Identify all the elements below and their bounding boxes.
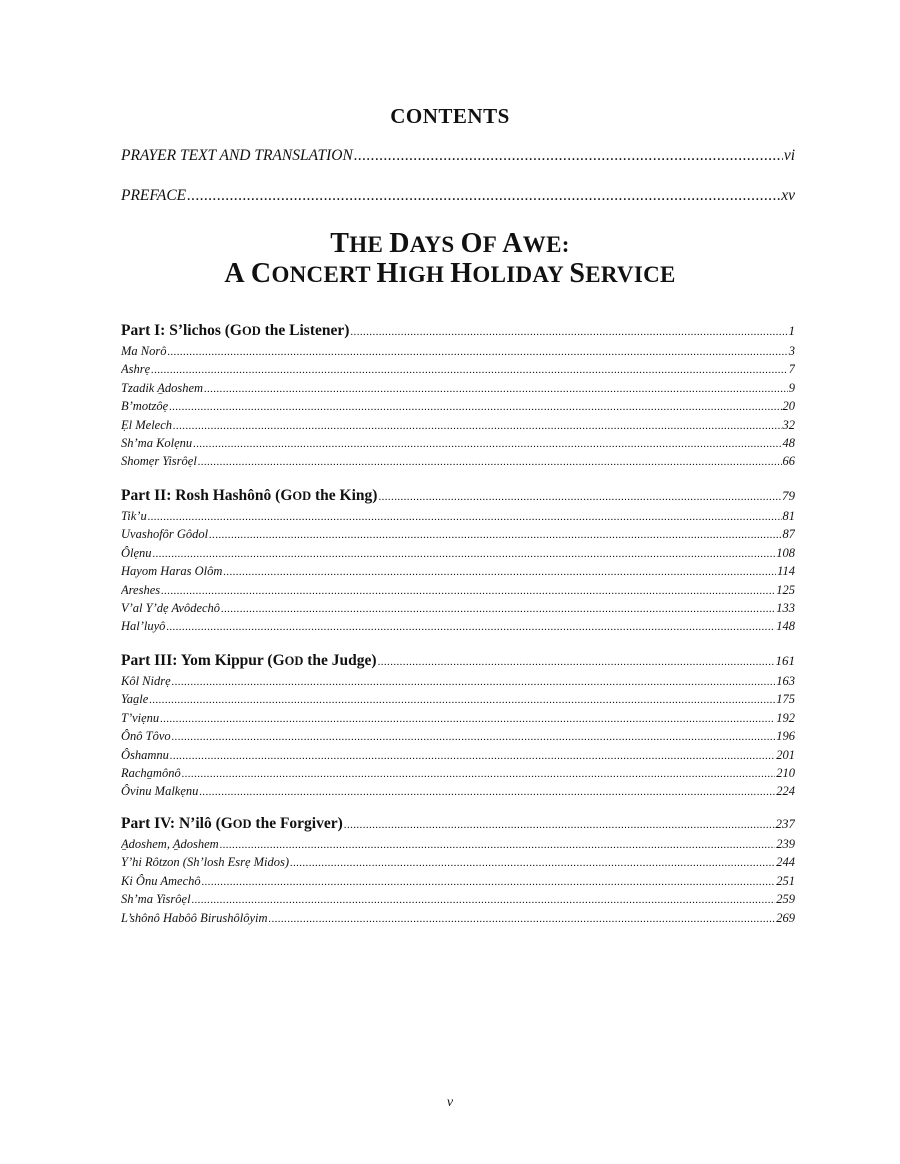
entry-page: 114 [777, 564, 795, 579]
dot-leader [193, 438, 781, 450]
dot-leader [169, 401, 781, 413]
dot-leader [378, 491, 781, 503]
entry-page: 7 [788, 362, 795, 377]
entry-label: Y’hi Rôtzon (Sh’losh Esrẹ Midos) [121, 855, 290, 870]
toc-entry[interactable] [121, 564, 795, 579]
entry-label: Sh’ma Kolẹnu [121, 436, 193, 450]
dot-leader [161, 585, 775, 597]
entry-label: L’shônô Habôô Birushôlôyim [121, 910, 268, 925]
dot-leader [173, 420, 781, 432]
entry-label: Kôl Nidrẹ [121, 674, 171, 688]
toc-entry[interactable] [121, 892, 795, 907]
entry-label: A̱doshem, A̱doshem [121, 837, 219, 851]
toc-entry[interactable] [121, 674, 795, 689]
entry-label: Sh’ma Yisrôẹl [121, 892, 191, 907]
entry-label: Ki Ônu Amechô [121, 873, 201, 888]
entry-label: Ashrẹ [121, 362, 151, 377]
entry-label: Ôlẹnu [121, 545, 152, 560]
dot-leader [220, 839, 776, 851]
toc-entry[interactable] [121, 381, 795, 396]
part-title: Part I: S’lichos (GOD the Listener) [121, 322, 350, 339]
entry-page: 81 [782, 509, 795, 523]
entry-page: 133 [776, 601, 795, 615]
entry-label: V’al Y’dẹ Avôdechô [121, 601, 221, 615]
dot-leader [199, 786, 775, 798]
dot-leader [172, 731, 776, 743]
dot-leader [149, 694, 775, 706]
entry-label: Tzadik A̱doshem [121, 380, 204, 395]
toc-entry[interactable] [121, 766, 795, 781]
part-title: Part IV: N’ilô (GOD the Forgiver) [121, 815, 343, 832]
entry-page: 192 [776, 710, 795, 725]
dot-leader [344, 819, 775, 831]
entry-page: 48 [782, 436, 795, 450]
book-title-line-2: A CONCERT HIGH HOLIDAY SERVICE [224, 258, 676, 289]
dot-leader [151, 364, 788, 376]
dot-leader [290, 857, 775, 869]
entry-label: Uvashofôr Gôdol [121, 527, 209, 542]
dot-leader [198, 456, 782, 468]
dot-leader [160, 713, 775, 725]
entry-page: 108 [776, 545, 795, 560]
toc-entry[interactable] [121, 837, 795, 852]
entry-page: 66 [782, 454, 795, 469]
dot-leader [204, 383, 788, 395]
toc-entry[interactable] [121, 546, 795, 561]
entry-label: Hal’luyô [121, 619, 166, 634]
dot-leader [168, 346, 788, 358]
dot-leader [153, 548, 776, 560]
toc-entry[interactable] [121, 711, 795, 726]
entry-page: 244 [776, 855, 795, 870]
entry-label: T’viẹnu [121, 710, 160, 725]
toc-entry[interactable] [121, 748, 795, 763]
toc-entry[interactable] [121, 855, 795, 870]
entry-label: PREFACE [121, 187, 187, 204]
part-heading-entry[interactable] [121, 652, 795, 670]
entry-label: Ônô Tôvo [121, 729, 171, 744]
book-title-line-1: THE DAYS OF AWE: [330, 228, 570, 259]
dot-leader [223, 566, 776, 578]
entry-label: Ma Norô [121, 344, 167, 358]
dot-leader [354, 147, 783, 165]
entry-label: Tik’u [121, 509, 147, 523]
toc-entry[interactable] [121, 874, 795, 889]
entry-label: Ôshamnu [121, 747, 169, 762]
entry-page: 125 [776, 582, 795, 597]
part-page: 237 [775, 816, 795, 831]
page-number-footer: v [446, 1095, 454, 1110]
toc-entry[interactable] [121, 619, 795, 634]
toc-entry[interactable] [121, 509, 795, 524]
dot-leader [202, 876, 776, 888]
toc-entry[interactable] [121, 729, 795, 744]
entry-page: 196 [776, 729, 795, 744]
entry-page: 163 [776, 674, 795, 688]
entry-page: xv [781, 187, 795, 204]
dot-leader [170, 750, 775, 762]
entry-page: 3 [788, 344, 795, 358]
dot-leader [172, 676, 776, 688]
toc-entry[interactable] [121, 362, 795, 377]
entry-label: Shomẹr Yisrôẹl [121, 454, 197, 469]
dot-leader [166, 621, 775, 633]
toc-entry[interactable] [121, 527, 795, 542]
dot-leader [192, 894, 776, 906]
toc-entry[interactable] [121, 454, 795, 469]
entry-page: 20 [782, 399, 795, 414]
entry-page: 224 [776, 784, 795, 799]
entry-page: 201 [776, 747, 795, 762]
part-title: Part II: Rosh Hashônô (GOD the King) [121, 487, 378, 504]
entry-page: 175 [776, 692, 795, 707]
front-matter-entry[interactable] [121, 147, 795, 165]
toc-entry[interactable] [121, 911, 795, 926]
entry-label: Racha̱mônô [121, 766, 181, 780]
toc-entry[interactable] [121, 583, 795, 598]
entry-page: 148 [776, 619, 795, 634]
dot-leader [269, 913, 776, 925]
entry-page: 87 [782, 527, 795, 542]
part-heading-entry[interactable] [121, 815, 795, 833]
toc-entry[interactable] [121, 601, 795, 616]
part-title: Part III: Yom Kippur (GOD the Judge) [121, 652, 377, 669]
dot-leader [378, 656, 775, 668]
dot-leader [148, 511, 782, 523]
part-heading-entry[interactable] [121, 322, 795, 340]
dot-leader [350, 326, 787, 338]
entry-page: 239 [776, 837, 795, 851]
toc-entry[interactable] [121, 399, 795, 414]
part-page: 79 [782, 488, 795, 503]
dot-leader [187, 187, 780, 205]
entry-page: 210 [776, 766, 795, 780]
entry-page: 251 [776, 873, 795, 888]
entry-page: 269 [776, 910, 795, 925]
entry-label: B’motzôẹ [121, 399, 169, 414]
dot-leader [209, 529, 781, 541]
toc-entry[interactable] [121, 418, 795, 433]
entry-page: 9 [788, 380, 795, 395]
front-matter-entry[interactable] [121, 187, 795, 205]
toc-entry[interactable] [121, 436, 795, 451]
contents-heading: CONTENTS [390, 104, 510, 128]
entry-page: 259 [776, 892, 795, 907]
toc-entry[interactable] [121, 692, 795, 707]
entry-page: vi [783, 147, 795, 164]
part-page: 1 [788, 323, 795, 338]
toc-entry[interactable] [121, 784, 795, 799]
entry-label: PRAYER TEXT AND TRANSLATION [121, 147, 353, 164]
entry-label: Yaa̱le [121, 692, 149, 707]
entry-page: 32 [782, 417, 795, 432]
entry-label: Ẹl Melech [121, 417, 173, 432]
part-page: 161 [775, 653, 795, 668]
toc-entry[interactable] [121, 344, 795, 359]
entry-label: Areshes [121, 582, 161, 597]
dot-leader [221, 603, 775, 615]
entry-label: Hayom Haras Olôm [121, 564, 223, 579]
dot-leader [182, 768, 776, 780]
part-heading-entry[interactable] [121, 487, 795, 505]
entry-label: Ôvinu Malkẹnu [121, 784, 199, 799]
